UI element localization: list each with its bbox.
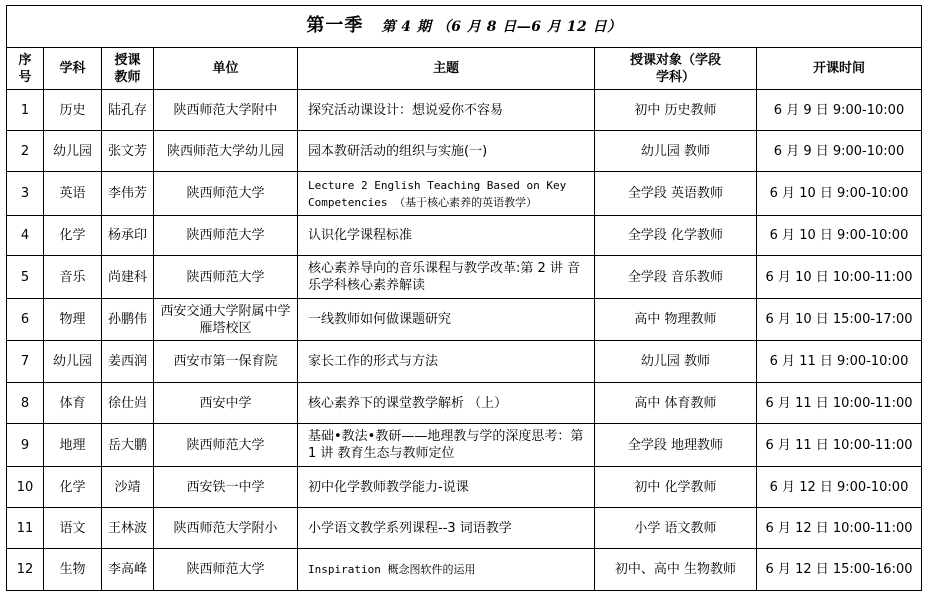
row-topic: 核心素养导向的音乐课程与教学改革:第 2 讲 音乐学科核心素养解读 (298, 256, 595, 299)
row-audience: 初中、高中 生物教师 (595, 549, 757, 591)
row-audience: 高中 物理教师 (595, 299, 757, 341)
row-time: 6 月 10 日 9:00-10:00 (757, 216, 922, 256)
row-time: 6 月 12 日 10:00-11:00 (757, 508, 922, 549)
header-unit: 单位 (154, 48, 298, 90)
table-row (7, 424, 922, 467)
row-audience: 初中 化学教师 (595, 467, 757, 508)
table-row (7, 256, 922, 299)
row-teacher: 王林波 (102, 508, 154, 549)
row-teacher: 岳大鹏 (102, 424, 154, 467)
row-no: 2 (7, 131, 44, 172)
header-row (7, 48, 922, 90)
row-no: 8 (7, 383, 44, 424)
schedule-rows (7, 90, 922, 591)
row-subject: 地理 (44, 424, 102, 467)
table-row (7, 467, 922, 508)
header-audience: 授课对象（学段学科） (595, 48, 757, 90)
row-time: 6 月 10 日 10:00-11:00 (757, 256, 922, 299)
row-topic: 探究活动课设计：想说爱你不容易 (298, 90, 595, 131)
row-audience: 全学段 地理教师 (595, 424, 757, 467)
row-audience: 全学段 化学教师 (595, 216, 757, 256)
row-subject: 语文 (44, 508, 102, 549)
schedule-sheet (6, 5, 921, 591)
table-row (7, 299, 922, 341)
row-no: 10 (7, 467, 44, 508)
row-topic: 核心素养下的课堂教学解析 （上） (298, 383, 595, 424)
table-row (7, 172, 922, 216)
row-topic: Lecture 2 English Teaching Based on Key Competencies （基于核心素养的英语教学） (298, 172, 595, 216)
row-audience: 初中 历史教师 (595, 90, 757, 131)
row-subject: 物理 (44, 299, 102, 341)
row-unit: 陕西师范大学 (154, 424, 298, 467)
row-no: 6 (7, 299, 44, 341)
row-no: 11 (7, 508, 44, 549)
table-row (7, 508, 922, 549)
row-time: 6 月 12 日 15:00-16:00 (757, 549, 922, 591)
row-time: 6 月 12 日 9:00-10:00 (757, 467, 922, 508)
row-unit: 西安铁一中学 (154, 467, 298, 508)
title-row (7, 6, 922, 48)
row-unit: 陕西师范大学 (154, 549, 298, 591)
row-time: 6 月 10 日 15:00-17:00 (757, 299, 922, 341)
row-topic: 小学语文教学系列课程--3 词语教学 (298, 508, 595, 549)
row-teacher: 姜西润 (102, 341, 154, 383)
table-row (7, 549, 922, 591)
row-audience: 幼儿园 教师 (595, 341, 757, 383)
row-time: 6 月 9 日 9:00-10:00 (757, 90, 922, 131)
row-no: 3 (7, 172, 44, 216)
header-subject: 学科 (44, 48, 102, 90)
row-subject: 历史 (44, 90, 102, 131)
schedule-table (6, 5, 922, 591)
row-subject: 幼儿园 (44, 131, 102, 172)
row-unit: 西安中学 (154, 383, 298, 424)
row-no: 12 (7, 549, 44, 591)
row-teacher: 张文芳 (102, 131, 154, 172)
row-no: 5 (7, 256, 44, 299)
row-audience: 高中 体育教师 (595, 383, 757, 424)
row-no: 9 (7, 424, 44, 467)
row-teacher: 李伟芳 (102, 172, 154, 216)
header-time: 开课时间 (757, 48, 922, 90)
row-subject: 化学 (44, 216, 102, 256)
row-unit: 陕西师范大学 (154, 216, 298, 256)
row-topic: 园本教研活动的组织与实施(一) (298, 131, 595, 172)
row-unit: 陕西师范大学幼儿园 (154, 131, 298, 172)
table-row (7, 383, 922, 424)
row-teacher: 孙鹏伟 (102, 299, 154, 341)
row-unit: 西安交通大学附属中学雁塔校区 (154, 299, 298, 341)
row-time: 6 月 11 日 9:00-10:00 (757, 341, 922, 383)
row-teacher: 徐仕岿 (102, 383, 154, 424)
row-subject: 英语 (44, 172, 102, 216)
table-row (7, 131, 922, 172)
header-topic: 主题 (298, 48, 595, 90)
row-time: 6 月 9 日 9:00-10:00 (757, 131, 922, 172)
table-row (7, 341, 922, 383)
row-audience: 全学段 英语教师 (595, 172, 757, 216)
row-no: 1 (7, 90, 44, 131)
row-topic: 家长工作的形式与方法 (298, 341, 595, 383)
row-time: 6 月 11 日 10:00-11:00 (757, 424, 922, 467)
row-topic: Inspiration 概念图软件的运用 (298, 549, 595, 591)
row-subject: 生物 (44, 549, 102, 591)
row-audience: 幼儿园 教师 (595, 131, 757, 172)
period-title: 第 4 期 （6 月 8 日—6 月 12 日） (381, 19, 622, 35)
season-title: 第一季 (306, 15, 364, 36)
table-title (7, 6, 922, 48)
row-unit: 陕西师范大学附中 (154, 90, 298, 131)
row-unit: 陕西师范大学 (154, 172, 298, 216)
row-audience: 小学 语文教师 (595, 508, 757, 549)
table-row (7, 216, 922, 256)
row-subject: 幼儿园 (44, 341, 102, 383)
row-topic: 认识化学课程标准 (298, 216, 595, 256)
row-time: 6 月 11 日 10:00-11:00 (757, 383, 922, 424)
row-teacher: 陆孔存 (102, 90, 154, 131)
row-teacher: 尚建科 (102, 256, 154, 299)
row-topic: 一线教师如何做课题研究 (298, 299, 595, 341)
row-unit: 陕西师范大学附小 (154, 508, 298, 549)
row-unit: 陕西师范大学 (154, 256, 298, 299)
row-no: 4 (7, 216, 44, 256)
row-subject: 音乐 (44, 256, 102, 299)
row-subject: 化学 (44, 467, 102, 508)
row-subject: 体育 (44, 383, 102, 424)
row-audience: 全学段 音乐教师 (595, 256, 757, 299)
row-teacher: 沙靖 (102, 467, 154, 508)
row-time: 6 月 10 日 9:00-10:00 (757, 172, 922, 216)
header-teacher: 授课教师 (102, 48, 154, 90)
row-topic: 初中化学教师教学能力-说课 (298, 467, 595, 508)
row-teacher: 李高峰 (102, 549, 154, 591)
row-no: 7 (7, 341, 44, 383)
row-teacher: 杨承印 (102, 216, 154, 256)
header-no: 序号 (7, 48, 44, 90)
table-row (7, 90, 922, 131)
row-unit: 西安市第一保育院 (154, 341, 298, 383)
row-topic: 基础•教法•教研——地理教与学的深度思考：第 1 讲 教育生态与教师定位 (298, 424, 595, 467)
